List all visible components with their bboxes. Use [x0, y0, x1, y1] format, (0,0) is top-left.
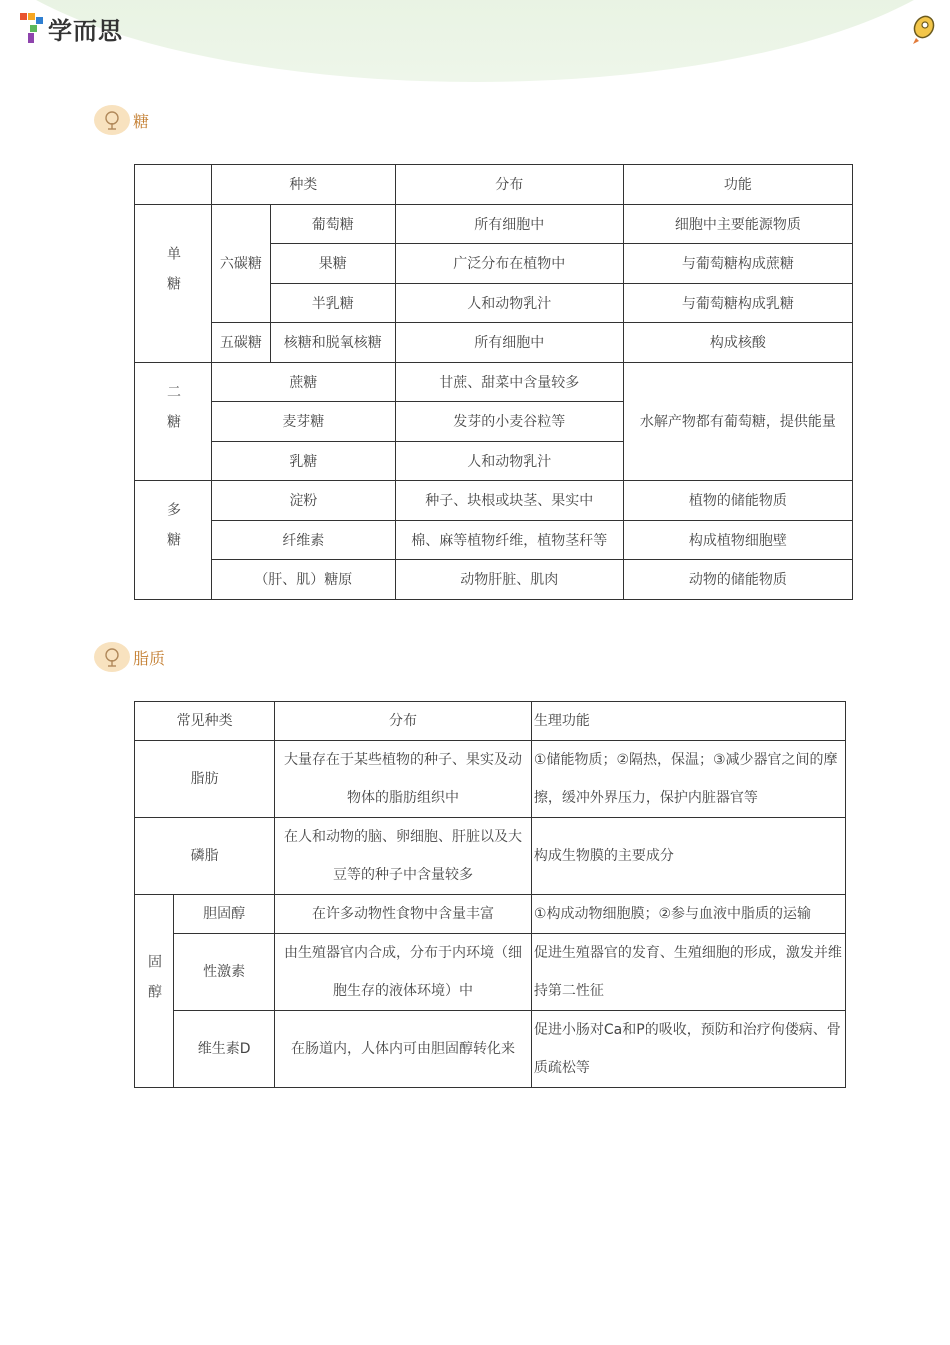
- group-label: 二糖: [165, 383, 181, 444]
- table-row: [135, 741, 846, 818]
- group-poly: [135, 481, 212, 600]
- row-name: 核糖和脱氧核糖: [270, 323, 395, 363]
- section-title-sugar: [94, 104, 149, 136]
- row-distribution: 在许多动物性食物中含量丰富: [275, 895, 532, 934]
- table-row: [135, 204, 853, 244]
- row-name: 胆固醇: [174, 895, 275, 934]
- tree-icon: [101, 646, 123, 668]
- table-row: [135, 323, 853, 363]
- header-kind: 常见种类: [135, 702, 275, 741]
- tree-badge-icon: [94, 105, 130, 135]
- row-function: 构成生物膜的主要成分: [531, 818, 845, 895]
- group-sterol: [135, 895, 174, 1088]
- row-distribution: 所有细胞中: [395, 204, 623, 244]
- row-distribution: 棉、麻等植物纤维，植物茎秆等: [395, 520, 623, 560]
- row-distribution: 在肠道内，人体内可由胆固醇转化来: [275, 1011, 532, 1088]
- section-label: 脂质: [133, 648, 166, 668]
- row-distribution: 在人和动物的脑、卵细胞、肝脏以及大豆等的种子中含量较多: [275, 818, 532, 895]
- row-name: 维生素D: [174, 1011, 275, 1088]
- header-distribution: 分布: [275, 702, 532, 741]
- row-distribution: 广泛分布在植物中: [395, 244, 623, 284]
- brand-logo-icon: [18, 11, 44, 45]
- row-function: 与葡萄糖构成乳糖: [623, 283, 852, 323]
- table-row: [135, 481, 853, 521]
- page-header: [0, 0, 950, 82]
- brand-name: 学而思: [48, 16, 123, 45]
- row-function: 植物的储能物质: [623, 481, 852, 521]
- row-function: ①构成动物细胞膜；②参与血液中脂质的运输: [531, 895, 845, 934]
- tree-badge-icon: [94, 642, 130, 672]
- row-distribution: 发芽的小麦谷粒等: [395, 402, 623, 442]
- row-name: （肝、肌）糖原: [212, 560, 396, 600]
- rocket-pen-icon: [910, 12, 938, 46]
- group-label: 多糖: [165, 502, 181, 563]
- row-name: 性激素: [174, 934, 275, 1011]
- row-function: 细胞中主要能源物质: [623, 204, 852, 244]
- row-function: 水解产物都有葡萄糖，提供能量: [623, 362, 852, 481]
- row-distribution: 动物肝脏、肌肉: [395, 560, 623, 600]
- table-row: [135, 1011, 846, 1088]
- table-header-row: [135, 702, 846, 741]
- row-function: 构成植物细胞壁: [623, 520, 852, 560]
- row-distribution: 所有细胞中: [395, 323, 623, 363]
- row-name: 淀粉: [212, 481, 396, 521]
- header-function: 生理功能: [531, 702, 845, 741]
- row-name: 葡萄糖: [270, 204, 395, 244]
- row-name: 麦芽糖: [212, 402, 396, 442]
- row-distribution: 大量存在于某些植物的种子、果实及动物体的脂肪组织中: [275, 741, 532, 818]
- corner-cell: [135, 165, 212, 205]
- row-name: 脂肪: [135, 741, 275, 818]
- section-title-lipid: [94, 641, 165, 673]
- table-row: [135, 560, 853, 600]
- group-mono: [135, 204, 212, 362]
- lipid-table: [134, 701, 846, 1088]
- row-function: 动物的储能物质: [623, 560, 852, 600]
- row-name: 半乳糖: [270, 283, 395, 323]
- row-name: 果糖: [270, 244, 395, 284]
- header-kind: 种类: [212, 165, 396, 205]
- row-distribution: 人和动物乳汁: [395, 441, 623, 481]
- table-row: [135, 818, 846, 895]
- subgroup-hexose: 六碳糖: [212, 204, 271, 323]
- row-distribution: 人和动物乳汁: [395, 283, 623, 323]
- row-name: 蔗糖: [212, 362, 396, 402]
- row-function: 促进小肠对Ca和P的吸收，预防和治疗佝偻病、骨质疏松等: [531, 1011, 845, 1088]
- row-distribution: 甘蔗、甜菜中含量较多: [395, 362, 623, 402]
- table-row: [135, 362, 853, 402]
- row-function: 构成核酸: [623, 323, 852, 363]
- tree-icon: [101, 109, 123, 131]
- table-row: [135, 520, 853, 560]
- header-function: 功能: [623, 165, 852, 205]
- row-function: ①储能物质；②隔热，保温；③减少器官之间的摩擦，缓冲外界压力，保护内脏器官等: [531, 741, 845, 818]
- header-distribution: 分布: [395, 165, 623, 205]
- row-name: 乳糖: [212, 441, 396, 481]
- group-label: 单糖: [165, 245, 181, 306]
- table-header-row: [135, 165, 853, 205]
- group-di: [135, 362, 212, 481]
- subgroup-pentose: 五碳糖: [212, 323, 271, 363]
- row-distribution: 种子、块根或块茎、果实中: [395, 481, 623, 521]
- section-label: 糖: [133, 111, 150, 131]
- table-row: [135, 895, 846, 934]
- row-name: 磷脂: [135, 818, 275, 895]
- brand-logo: [18, 10, 123, 46]
- row-name: 纤维素: [212, 520, 396, 560]
- row-function: 与葡萄糖构成蔗糖: [623, 244, 852, 284]
- header-background: [0, 0, 950, 82]
- sugar-table: [134, 164, 853, 600]
- row-distribution: 由生殖器官内合成，分布于内环境（细胞生存的液体环境）中: [275, 934, 532, 1011]
- table-row: [135, 934, 846, 1011]
- row-function: 促进生殖器官的发育、生殖细胞的形成，激发并维持第二性征: [531, 934, 845, 1011]
- group-label: 固醇: [146, 953, 162, 1014]
